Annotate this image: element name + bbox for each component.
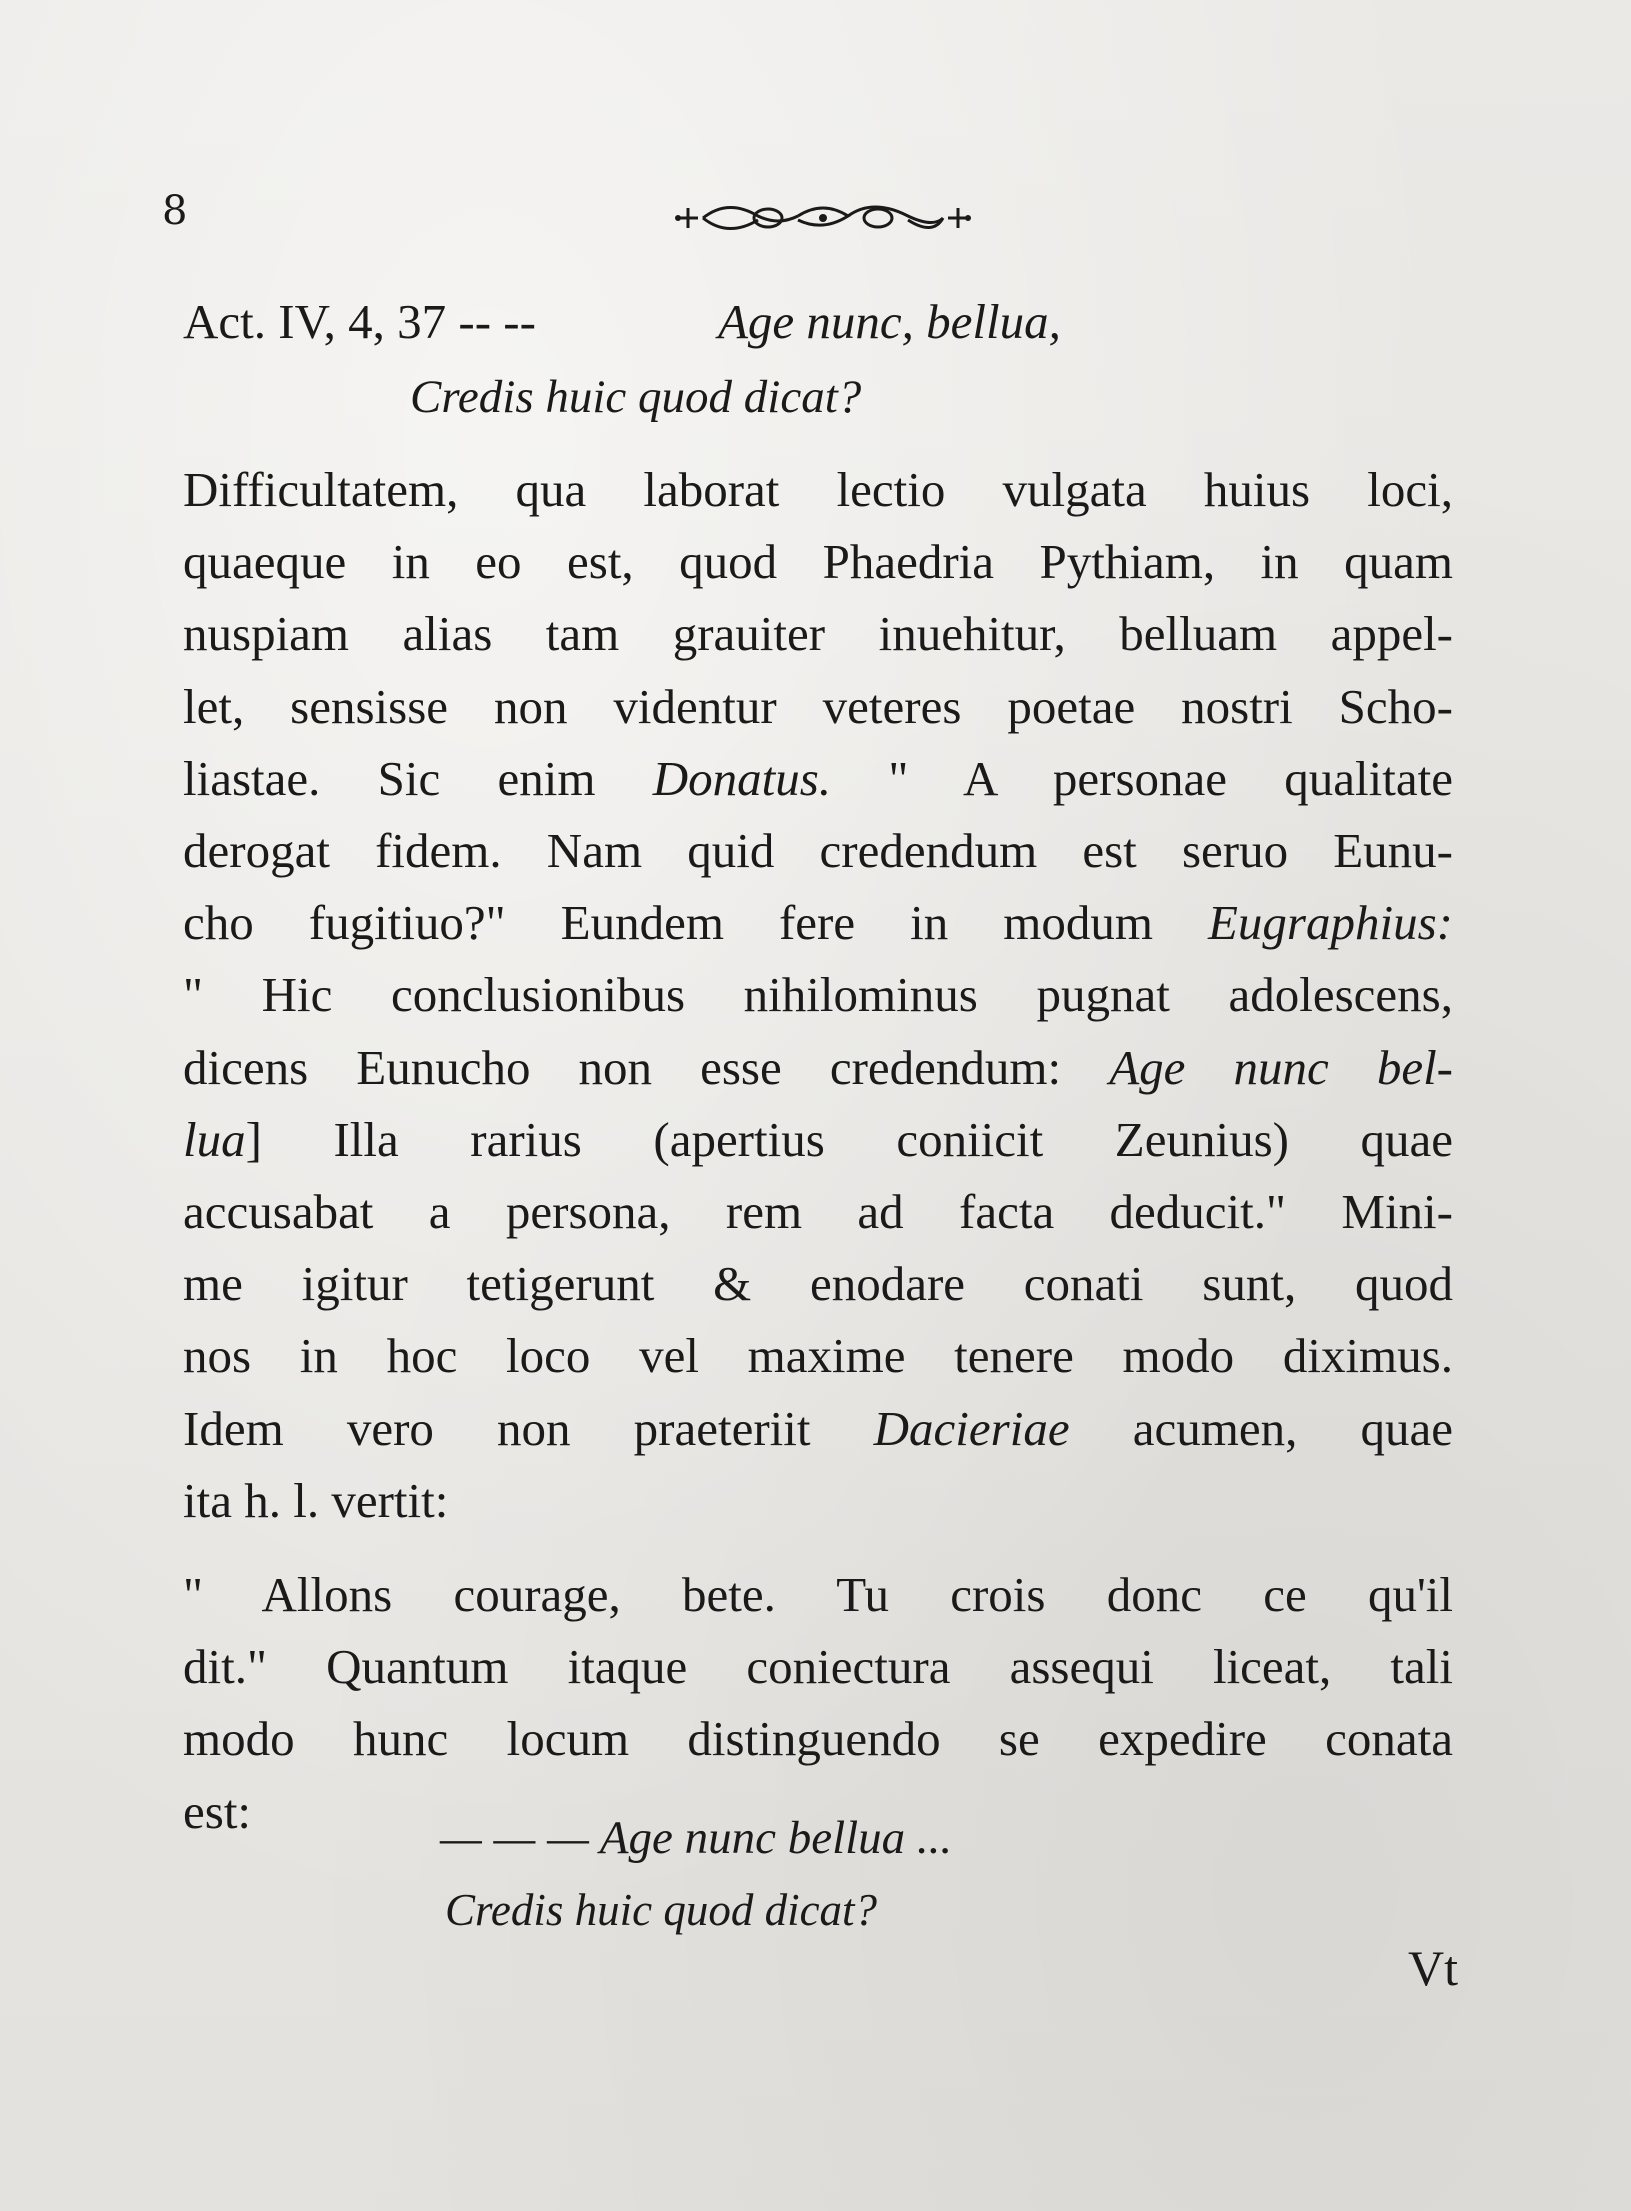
roman-text: nos in hoc loco vel maxime tenere modo diximus. <box>183 1328 1453 1384</box>
italic-text: Dacieriae <box>873 1400 1070 1456</box>
text-line <box>183 1038 1453 1098</box>
text-line <box>183 821 1453 881</box>
italic-text: Donatus. <box>652 750 832 806</box>
roman-text: liastae. Sic enim <box>183 750 653 806</box>
text-line <box>183 1399 1453 1459</box>
text-line <box>183 1637 1453 1697</box>
catchword: Vt <box>1408 1940 1458 1996</box>
text-line <box>183 1709 1453 1769</box>
page-number: 8 <box>162 188 188 234</box>
roman-text: modo hunc locum distinguendo se expedire conata <box>183 1711 1453 1767</box>
roman-text: acumen, quae <box>1069 1400 1453 1456</box>
roman-text: cho fugitiuo?" Eundem fere in modum <box>183 895 1208 951</box>
italic-text: Eugraphius: <box>1208 895 1453 951</box>
closing-quote-line2: Credis huic quod dicat? <box>445 1885 878 1935</box>
roman-text: dicens Eunucho non esse credendum: <box>183 1039 1110 1095</box>
text-line <box>183 749 1453 809</box>
roman-text: ita h. l. vertit: <box>183 1472 449 1528</box>
verse-quote-part2: Credis huic quod dicat? <box>410 371 862 423</box>
text-line <box>183 460 1453 520</box>
roman-text: dit." Quantum itaque coniectura assequi liceat, tali <box>183 1639 1453 1695</box>
roman-text: " A personae qualitate <box>831 750 1453 806</box>
closing-quote-line1: — — — Age nunc bellua ... <box>440 1812 953 1864</box>
text-line <box>183 893 1453 953</box>
ornamental-headpiece-icon <box>668 188 978 248</box>
italic-text: lua <box>183 1111 246 1167</box>
italic-text: Age nunc bel- <box>1109 1039 1453 1095</box>
text-line <box>183 1326 1453 1386</box>
text-line <box>183 1565 1453 1625</box>
roman-text: ] Illa rarius (apertius coniicit Zeunius) quae <box>245 1111 1453 1167</box>
text-line <box>183 1110 1453 1170</box>
roman-text: let, sensisse non videntur veteres poetae nostri Scho- <box>183 678 1453 734</box>
verse-quote-part1: Age nunc, bellua, <box>718 294 1061 349</box>
act-reference: Act. IV, 4, 37 -- -- <box>183 294 536 349</box>
text-line <box>183 965 1453 1025</box>
roman-text: " Allons courage, bete. Tu crois donc ce qu'il <box>183 1567 1453 1622</box>
roman-text: accusabat a persona, rem ad facta deducit." Mini- <box>183 1184 1453 1239</box>
roman-text: est: <box>183 1783 252 1839</box>
roman-text: Idem vero non praeteriit <box>183 1400 874 1456</box>
text-line <box>183 1182 1453 1242</box>
roman-text: quaeque in eo est, quod Phaedria Pythiam, in quam <box>183 534 1453 590</box>
roman-text: derogat fidem. Nam quid credendum est seruo Eunu- <box>183 823 1453 878</box>
roman-text: " Hic conclusionibus nihilominus pugnat adolescens, <box>183 967 1453 1023</box>
text-line <box>183 604 1453 664</box>
roman-text: nuspiam alias tam grauiter inuehitur, belluam appel- <box>183 606 1453 662</box>
roman-text: Difficultatem, qua laborat lectio vulgata huius loci, <box>183 462 1453 517</box>
text-line <box>183 1471 1453 1531</box>
text-line <box>183 1254 1453 1314</box>
text-line <box>183 677 1453 737</box>
text-line <box>183 532 1453 592</box>
roman-text: me igitur tetigerunt & enodare conati sunt, quod <box>183 1256 1453 1312</box>
